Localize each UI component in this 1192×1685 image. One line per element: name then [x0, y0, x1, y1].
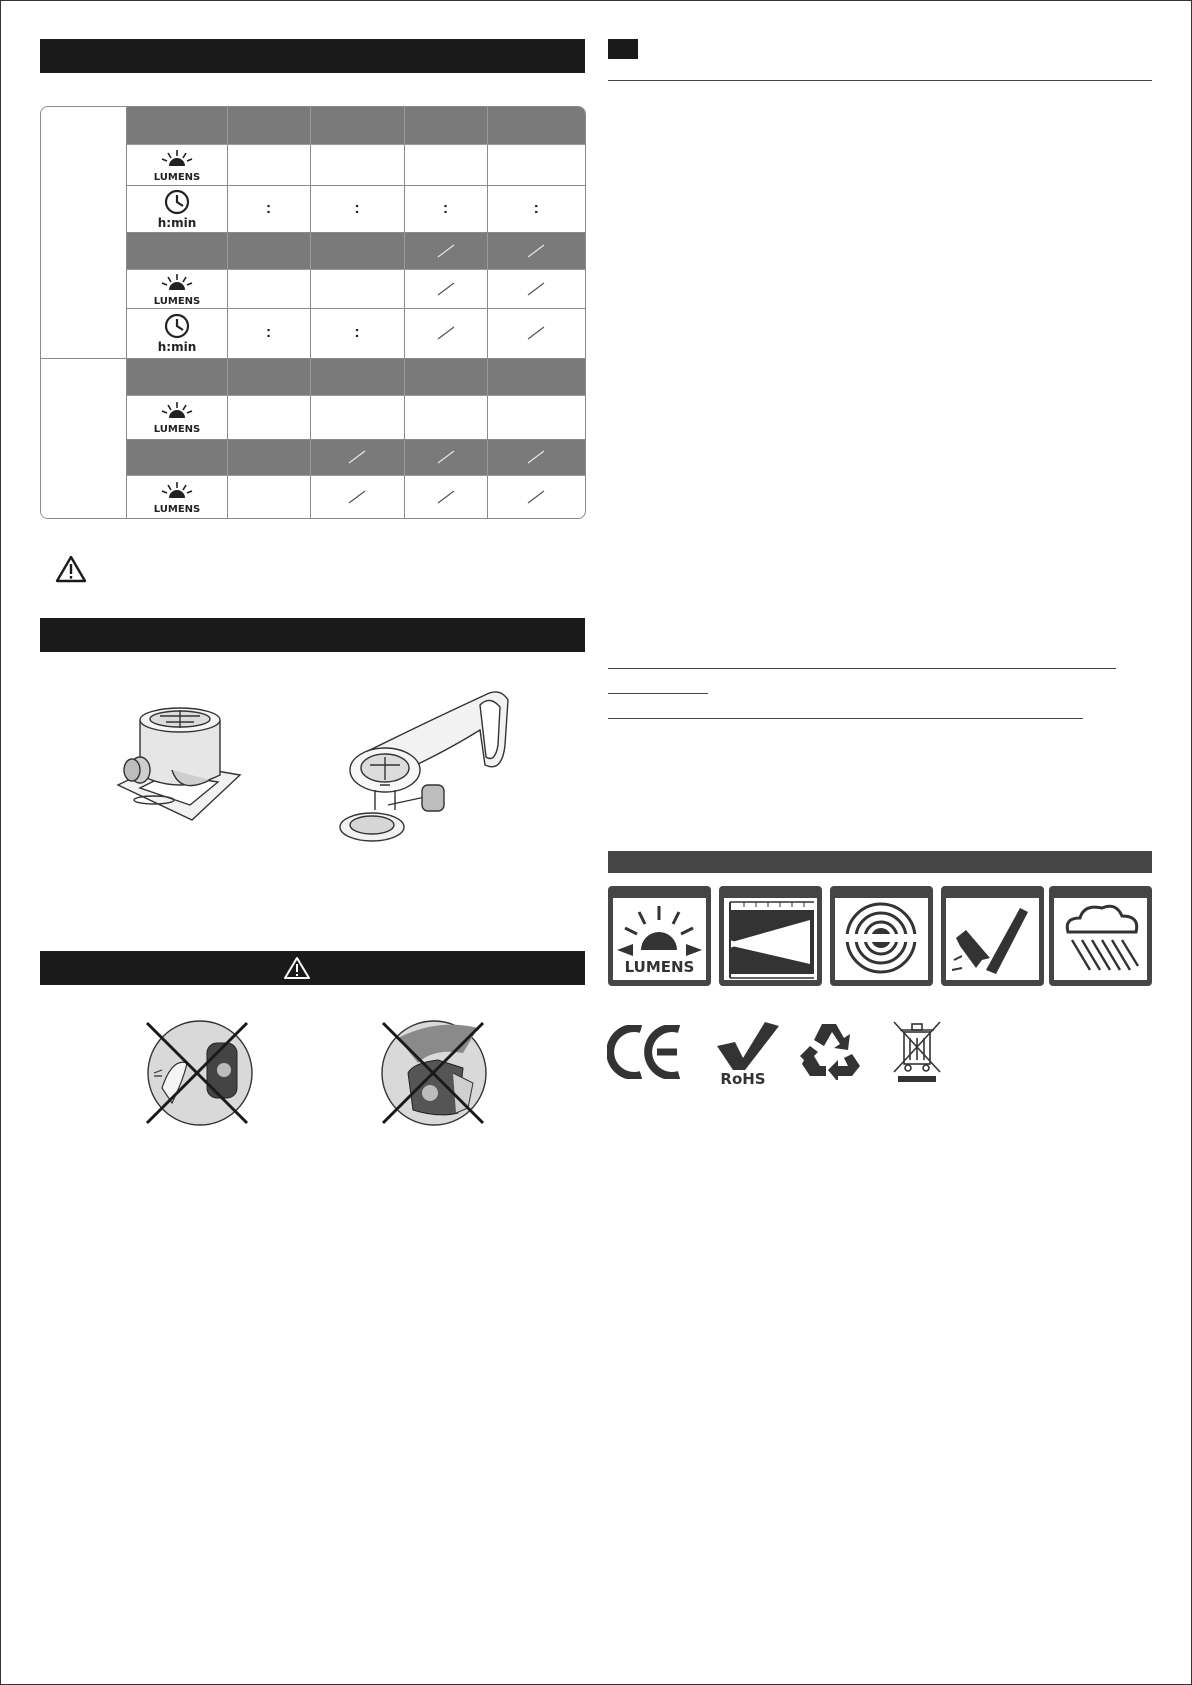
na-slash-icon — [524, 325, 548, 341]
spec-header-cell — [310, 358, 404, 395]
time-cell: : — [310, 308, 404, 358]
spec-table — [40, 106, 586, 519]
time-cell: : — [310, 185, 404, 232]
spec-header-cell — [126, 358, 227, 395]
helmet-mount-illustration — [110, 700, 245, 825]
na-slash-icon — [524, 449, 548, 465]
na-slash-cell — [487, 439, 585, 475]
na-slash-cell — [487, 232, 585, 269]
spec-group-2 — [41, 358, 126, 518]
spec-header-cell — [487, 107, 585, 144]
lumens-row-label — [126, 475, 227, 518]
lumens-row-label — [126, 395, 227, 439]
lumens-icon — [153, 271, 201, 307]
spec-cell — [310, 395, 404, 439]
na-slash-icon — [524, 281, 548, 297]
svg-text:LUMENS: LUMENS — [153, 503, 200, 515]
na-slash-cell — [404, 308, 487, 358]
svg-text:LUMENS: LUMENS — [153, 171, 200, 183]
na-slash-icon — [434, 489, 458, 505]
na-slash-cell — [310, 475, 404, 518]
lumens-row-label — [126, 269, 227, 308]
na-slash-cell — [487, 475, 585, 518]
spec-cell — [404, 144, 487, 185]
na-slash-cell — [404, 269, 487, 308]
na-slash-icon — [524, 243, 548, 259]
spec-header-cell — [310, 107, 404, 144]
spec-header-cell — [310, 232, 404, 269]
spec-cell — [487, 395, 585, 439]
spec-header-cell — [227, 232, 310, 269]
recycle-icon — [800, 1020, 862, 1080]
feature-tile-weather — [1049, 886, 1152, 986]
na-slash-icon — [434, 449, 458, 465]
na-slash-icon — [345, 489, 369, 505]
spec-cell — [227, 269, 310, 308]
na-slash-icon — [434, 281, 458, 297]
time-cell: : — [227, 308, 310, 358]
svg-text:h:min: h:min — [157, 340, 196, 354]
time-cell: : — [404, 185, 487, 232]
language-badge — [608, 39, 638, 59]
clock-icon — [153, 188, 201, 230]
spec-group-1 — [41, 107, 126, 358]
time-row-label — [126, 185, 227, 232]
spec-header-cell — [126, 439, 227, 475]
rain-cloud-icon — [1054, 898, 1147, 980]
handlebar-mount-illustration — [330, 685, 520, 850]
spec-header-cell — [227, 107, 310, 144]
weee-bin-icon — [892, 1020, 942, 1082]
spec-cell — [310, 144, 404, 185]
lumens-icon — [153, 479, 201, 515]
feature-tile-visibility — [830, 886, 933, 986]
time-cell: : — [487, 185, 585, 232]
svg-text:LUMENS: LUMENS — [153, 424, 200, 435]
clock-icon — [153, 312, 201, 354]
na-slash-cell — [404, 475, 487, 518]
underline-3 — [608, 718, 1083, 719]
spec-header-cell — [227, 358, 310, 395]
na-slash-icon — [524, 489, 548, 505]
spec-cell — [310, 269, 404, 308]
warning-icon — [55, 555, 87, 583]
spec-header-cell — [404, 358, 487, 395]
na-slash-cell — [487, 308, 585, 358]
svg-text:h:min: h:min — [157, 215, 196, 230]
feature-tile-beam — [719, 886, 822, 986]
section-bar-specifications — [40, 39, 585, 73]
underline-1 — [608, 668, 1116, 669]
spec-cell — [227, 144, 310, 185]
spec-cell — [487, 144, 585, 185]
section-bar-mounts — [40, 618, 585, 652]
spec-header-cell — [126, 232, 227, 269]
na-slash-cell — [310, 439, 404, 475]
features-bar — [608, 851, 1152, 873]
na-slash-icon — [434, 325, 458, 341]
feature-tile-lumens — [608, 886, 711, 986]
lumens-tile-label: LUMENS — [624, 958, 695, 976]
na-slash-icon — [345, 449, 369, 465]
spec-header-cell — [487, 358, 585, 395]
na-slash-cell — [404, 439, 487, 475]
rohs-icon — [713, 1020, 783, 1086]
warning-icon — [283, 956, 311, 980]
spec-header-cell — [404, 107, 487, 144]
time-cell: : — [227, 185, 310, 232]
spec-cell — [227, 475, 310, 518]
ce-mark-icon — [607, 1025, 683, 1079]
underline-2 — [608, 693, 708, 694]
beam-pattern-icon — [724, 898, 817, 980]
impact-resistant-icon — [946, 898, 1039, 980]
lumens-icon — [153, 147, 201, 183]
do-not-blow-illustration — [142, 1018, 257, 1128]
na-slash-icon — [434, 243, 458, 259]
na-slash-cell — [404, 232, 487, 269]
spec-cell — [404, 395, 487, 439]
target-icon — [835, 898, 928, 980]
lumens-row-label — [126, 144, 227, 185]
header-rule — [608, 80, 1152, 81]
spec-cell — [227, 395, 310, 439]
spec-header-cell — [227, 439, 310, 475]
na-slash-cell — [487, 269, 585, 308]
section-bar-warning — [40, 951, 585, 985]
svg-text:RoHS: RoHS — [720, 1070, 766, 1086]
lumens-icon — [153, 399, 201, 435]
svg-text:LUMENS: LUMENS — [153, 295, 200, 307]
time-row-label — [126, 308, 227, 358]
feature-tile-impact — [941, 886, 1044, 986]
spec-header-cell — [126, 107, 227, 144]
do-not-rinse-illustration — [378, 1018, 493, 1128]
